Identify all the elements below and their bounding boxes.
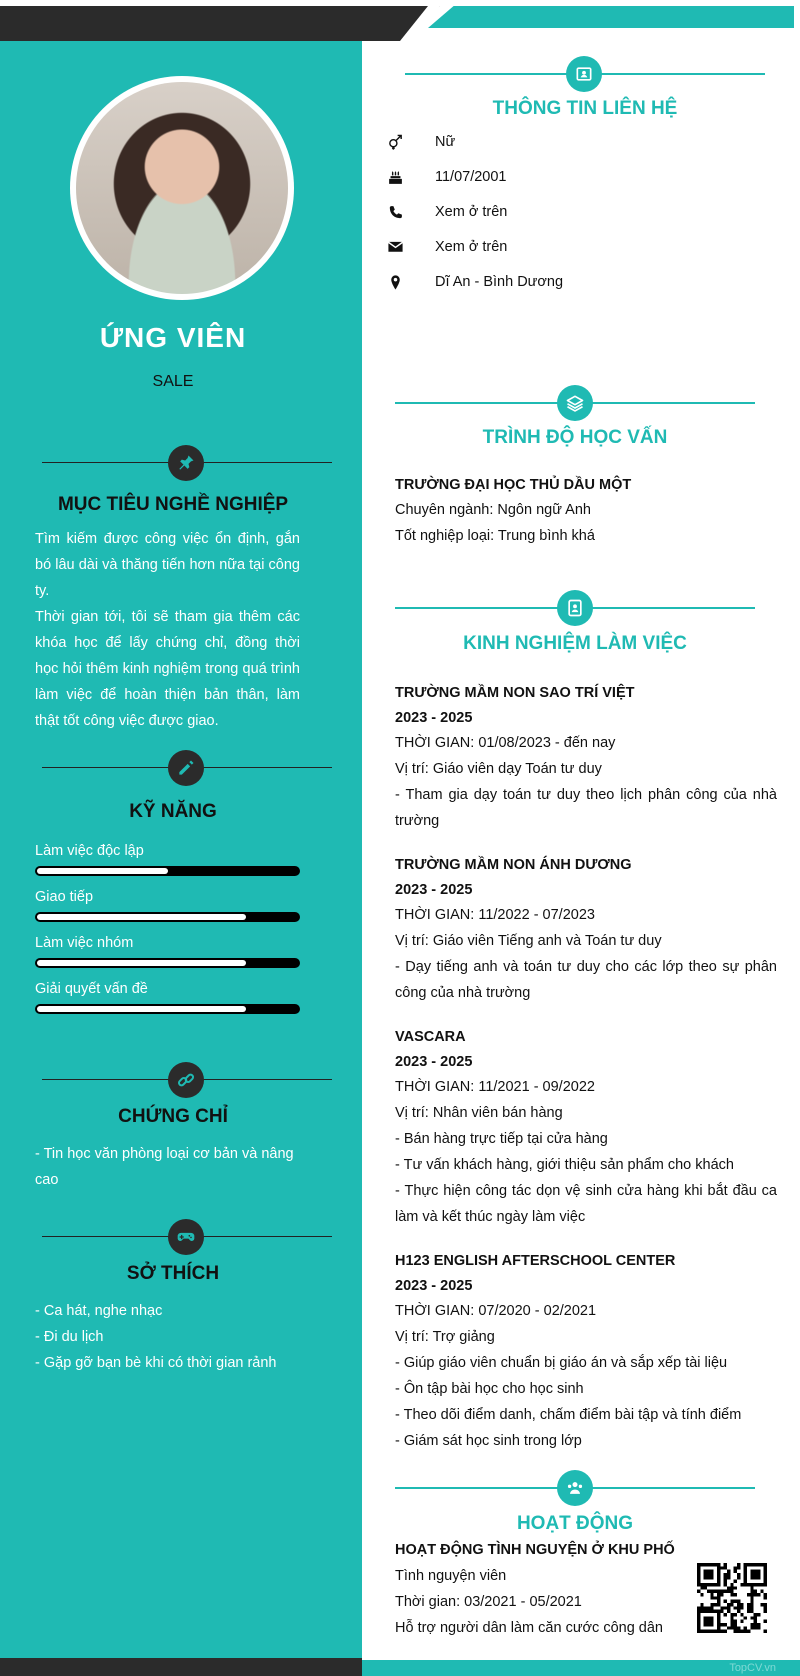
objective-text-2: Thời gian tới, tôi sẽ tham gia thêm các khóa học để lấy chứng chỉ, đồng thời học hỏi thêm kinh nghiệm trong quá trình làm việc để hoàn thiện bản thân, làm thật tốt công việc được giao. <box>35 609 300 729</box>
job-time: THỜI GIAN: 11/2021 - 09/2022 <box>395 1079 595 1095</box>
activity-name: HOẠT ĐỘNG TÌNH NGUYỆN Ở KHU PHỐ <box>395 1542 675 1558</box>
skill-label: Làm việc độc lập <box>35 843 144 859</box>
hobby-item: - Gặp gỡ bạn bè khi có thời gian rảnh <box>35 1355 277 1371</box>
job-duty: - Thực hiện công tác dọn vệ sinh cửa hàng khi bắt đầu ca làm và kết thúc ngày làm việc <box>395 1183 777 1225</box>
job-duty: - Tư vấn khách hàng, giới thiệu sản phẩm cho khách <box>395 1157 734 1173</box>
phone-icon <box>385 202 405 222</box>
experience-title: KINH NGHIỆM LÀM VIỆC <box>463 633 687 654</box>
activities-title: HOẠT ĐỘNG <box>516 1513 634 1534</box>
contact-row-phone <box>385 202 508 222</box>
header-teal-band <box>428 6 794 28</box>
watermark-text: TopCV.vn <box>729 1662 776 1674</box>
candidate-name: ỨNG VIÊN <box>99 322 247 353</box>
skill-bar-fill <box>37 960 246 966</box>
job-position: Vị trí: Giáo viên dạy Toán tư duy <box>395 761 602 777</box>
footer-dark-band <box>0 1658 362 1676</box>
job-years: 2023 - 2025 <box>395 1278 473 1294</box>
job-company: VASCARA <box>395 1029 466 1045</box>
activity-time: Thời gian: 03/2021 - 05/2021 <box>395 1594 582 1610</box>
gender-icon <box>385 132 405 152</box>
job-position: Vị trí: Trợ giảng <box>395 1329 495 1345</box>
skill-label: Giải quyết vấn đề <box>35 981 148 997</box>
job-duty: - Theo dõi điểm danh, chấm điểm bài tập và tính điểm <box>395 1407 742 1423</box>
certificates-title: CHỨNG CHỈ <box>118 1106 228 1127</box>
skill-bar-fill <box>37 868 168 874</box>
job-time: THỜI GIAN: 11/2022 - 07/2023 <box>395 907 595 923</box>
hobbies-title: SỞ THÍCH <box>126 1263 220 1284</box>
job-position: Vị trí: Nhân viên bán hàng <box>395 1105 563 1121</box>
map-pin-icon <box>385 272 405 292</box>
job-duty: - Tham gia dạy toán tư duy theo lịch phân công của nhà trường <box>395 787 777 829</box>
skill-bar <box>35 912 300 922</box>
contact-email: Xem ở trên <box>435 239 508 255</box>
education-school: TRƯỜNG ĐẠI HỌC THỦ DẦU MỘT <box>395 477 632 493</box>
users-icon <box>557 1470 593 1506</box>
skill-bar-fill <box>37 914 246 920</box>
avatar <box>76 82 288 294</box>
layers-icon <box>557 385 593 421</box>
id-badge-icon <box>557 590 593 626</box>
birthday-cake-icon <box>385 167 405 187</box>
pin-icon <box>168 445 204 481</box>
contact-title: THÔNG TIN LIÊN HỆ <box>492 98 678 119</box>
skill-bar-fill <box>37 1006 246 1012</box>
contact-phone: Xem ở trên <box>435 204 508 220</box>
job-duty: - Ôn tập bài học cho học sinh <box>395 1381 584 1397</box>
hobby-item: - Đi du lịch <box>35 1329 104 1345</box>
job-company: TRƯỜNG MẦM NON SAO TRÍ VIỆT <box>395 685 635 701</box>
contact-card-icon <box>566 56 602 92</box>
envelope-icon <box>385 237 405 257</box>
contact-row-birthday <box>385 167 507 187</box>
job-duty: - Dạy tiếng anh và toán tư duy cho các lớp theo sự phân công của nhà trường <box>395 959 777 1001</box>
link-icon <box>168 1062 204 1098</box>
gamepad-icon <box>168 1219 204 1255</box>
job-years: 2023 - 2025 <box>395 882 473 898</box>
qr-code <box>697 1563 767 1633</box>
activity-desc: Hỗ trợ người dân làm căn cước công dân <box>395 1620 663 1636</box>
skill-bar <box>35 866 300 876</box>
job-company: TRƯỜNG MẦM NON ÁNH DƯƠNG <box>395 857 632 873</box>
job-company: H123 ENGLISH AFTERSCHOOL CENTER <box>395 1253 676 1269</box>
skill-bar <box>35 1004 300 1014</box>
job-years: 2023 - 2025 <box>395 710 473 726</box>
job-years: 2023 - 2025 <box>395 1054 473 1070</box>
objective-title: MỤC TIÊU NGHỀ NGHIỆP <box>57 494 289 515</box>
contact-gender: Nữ <box>435 134 456 150</box>
contact-birthday: 11/07/2001 <box>435 169 507 185</box>
job-time: THỜI GIAN: 01/08/2023 - đến nay <box>395 735 616 751</box>
candidate-role: SALE <box>152 373 194 390</box>
job-duty: - Bán hàng trực tiếp tại cửa hàng <box>395 1131 608 1147</box>
skill-label: Làm việc nhóm <box>35 935 134 951</box>
job-position: Vị trí: Giáo viên Tiếng anh và Toán tư duy <box>395 933 662 949</box>
contact-row-gender <box>385 132 456 152</box>
education-title: TRÌNH ĐỘ HỌC VẤN <box>482 427 668 448</box>
education-grade: Tốt nghiệp loại: Trung bình khá <box>395 528 595 544</box>
skill-label: Giao tiếp <box>35 889 94 905</box>
job-time: THỜI GIAN: 07/2020 - 02/2021 <box>395 1303 597 1319</box>
activity-role: Tình nguyện viên <box>395 1568 507 1584</box>
header-dark-band <box>0 6 440 41</box>
hobby-item: - Ca hát, nghe nhạc <box>35 1303 163 1319</box>
contact-address: Dĩ An - Bình Dương <box>435 274 564 290</box>
job-duty: - Giúp giáo viên chuẩn bị giáo án và sắp xếp tài liệu <box>395 1355 728 1371</box>
job-duty: - Giám sát học sinh trong lớp <box>395 1433 582 1449</box>
pencil-icon <box>168 750 204 786</box>
skills-title: KỸ NĂNG <box>129 801 217 822</box>
contact-row-email <box>385 237 508 257</box>
objective-text-1: Tìm kiếm được công việc ổn định, gắn bó lâu dài và thăng tiến hơn nữa tại công ty. <box>35 531 300 599</box>
education-major: Chuyên ngành: Ngôn ngữ Anh <box>395 502 591 518</box>
certificates-text: - Tin học văn phòng loại cơ bản và nâng cao <box>35 1146 294 1188</box>
skill-bar <box>35 958 300 968</box>
contact-row-address <box>385 272 564 292</box>
